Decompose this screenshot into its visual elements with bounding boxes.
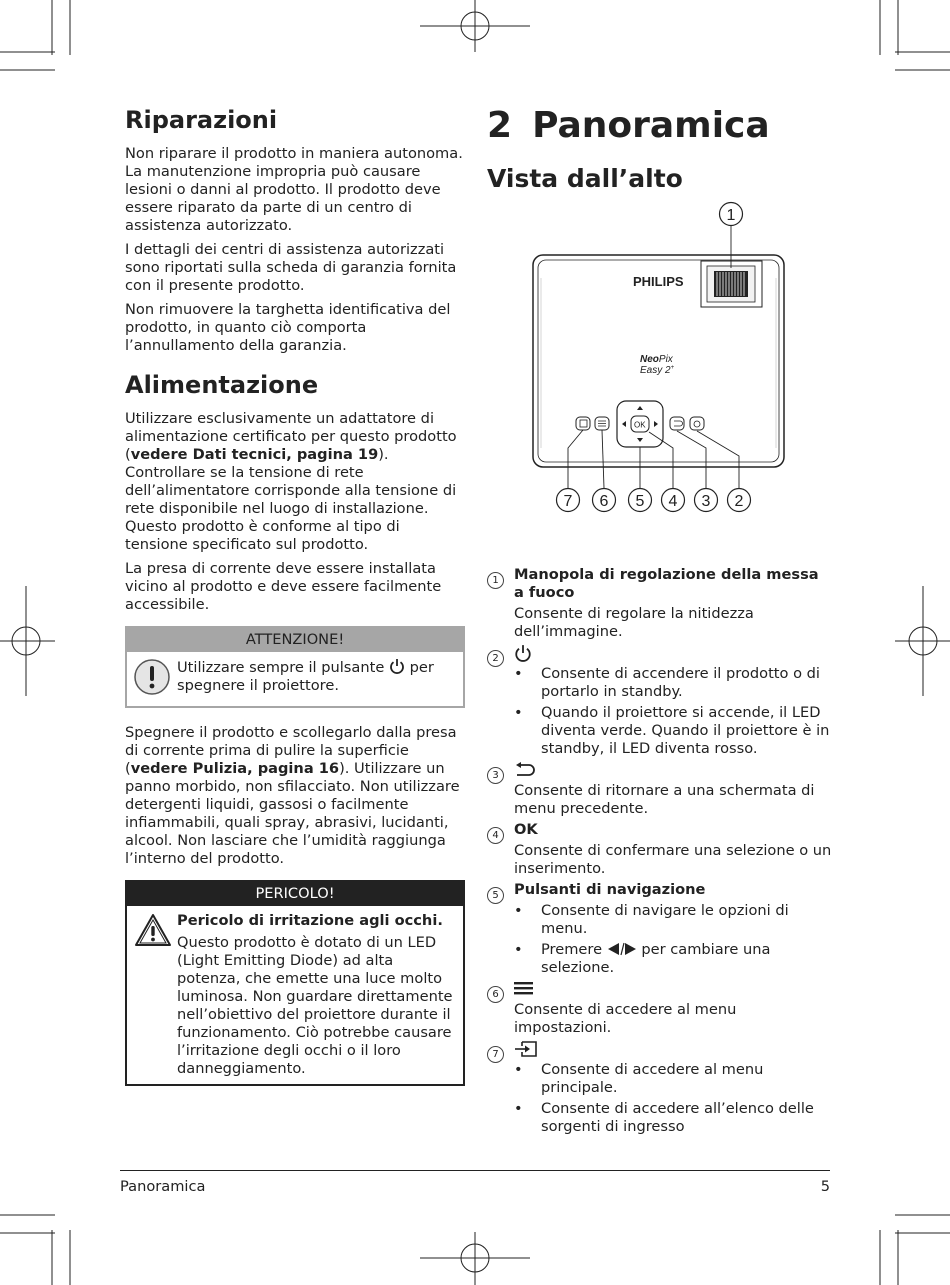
item-description: Consente di accedere al menu impostazioni.	[514, 1001, 737, 1036]
chapter-title: 2 Panoramica	[487, 105, 770, 146]
item-description: Consente di confermare una selezione o un inserimento.	[514, 842, 832, 877]
pulizia-reference: vedere Pulizia, pagina 16	[130, 760, 340, 777]
exclamation-icon	[133, 658, 177, 700]
svg-text:7: 7	[563, 493, 573, 510]
model-name: NeoPix	[640, 354, 673, 365]
page-number: 5	[820, 1178, 830, 1195]
bullet-item: • Consente di accedere all’elenco delle sorgenti di ingresso	[514, 1100, 814, 1135]
svg-text:1: 1	[726, 207, 736, 224]
bullet-item: • Premere per cambiare una selezione.	[514, 941, 771, 976]
control-list	[487, 566, 832, 1139]
list-item	[487, 980, 832, 1040]
philips-logo: PHILIPS	[633, 274, 684, 289]
svg-text:5: 5	[635, 493, 645, 510]
page-footer	[120, 1170, 830, 1195]
danger-title: Pericolo di irritazione agli occhi.	[177, 912, 443, 929]
item-number: 3	[487, 767, 504, 784]
danger-header: PERICOLO!	[127, 882, 463, 906]
power-icon	[389, 659, 405, 676]
item-number: 2	[487, 650, 504, 667]
attention-box	[125, 626, 465, 708]
list-item	[487, 566, 832, 644]
list-item	[487, 1040, 832, 1139]
dati-tecnici-reference: vedere Dati tecnici, pagina 19	[130, 446, 379, 463]
top-view-heading: Vista dall’alto	[487, 164, 683, 193]
alimentazione-paragraph-3: Spegnere il prodotto e scollegarlo dalla presa di corrente prima di pulire la superficie (vedere Pulizia, pagina 16). Utilizzare un panno morbido, non sfilacciato. Non utilizzare detergenti liquidi, gassosi o facilmente infiammabili, quali spray, abrasivi, lucidanti, alcool. Non lasciare che l’umidità raggiunga l’interno del prodotto.	[125, 724, 460, 867]
callout-7	[557, 489, 580, 512]
bullet-item: • Quando il proiettore si accende, il LED diventa verde. Quando il proiettore è in standby, il LED diventa rosso.	[514, 704, 830, 757]
alimentazione-heading: Alimentazione	[125, 371, 319, 399]
source-icon	[514, 1040, 832, 1060]
svg-text:3: 3	[701, 493, 711, 510]
callout-6	[593, 489, 616, 512]
riparazioni-paragraph-1: Non riparare il prodotto in maniera autonoma. La manutenzione impropria può causare lesioni o danni al prodotto. Il prodotto deve essere riparato da parte di un centro di assistenza autorizzato.	[125, 145, 463, 234]
list-item	[487, 761, 832, 821]
item-number: 6	[487, 986, 504, 1003]
danger-text: Questo prodotto è dotato di un LED (Light Emitting Diode) ad alta potenza, che emette una luce molto luminosa. Non guardare direttamente nell’obiettivo del proiettore durante il funzionamento. Ciò potrebbe causare l’irritazione degli occhi o il loro danneggiamento.	[177, 934, 453, 1077]
left-right-arrows-icon	[607, 941, 637, 958]
menu-button	[595, 417, 609, 430]
item-title: Pulsanti di navigazione	[514, 881, 706, 898]
list-item	[487, 821, 832, 881]
focus-knob	[701, 261, 762, 307]
chapter-number: 2	[487, 105, 513, 146]
svg-text:4: 4	[668, 493, 678, 510]
svg-text:Easy 2+: Easy 2+	[640, 365, 675, 376]
riparazioni-heading: Riparazioni	[125, 106, 278, 134]
footer-section: Panoramica	[120, 1178, 206, 1195]
menu-icon	[514, 980, 832, 1000]
ok-button	[631, 416, 649, 432]
power-button	[690, 417, 704, 430]
list-item	[487, 644, 832, 761]
attention-header: ATTENZIONE!	[127, 628, 463, 652]
item-number: 4	[487, 827, 504, 844]
item-number: 1	[487, 572, 504, 589]
danger-box	[125, 880, 465, 1086]
left-column	[125, 104, 465, 1102]
svg-text:OK: OK	[634, 420, 646, 430]
alimentazione-paragraph-2: La presa di corrente deve essere installata vicino al prodotto e deve essere facilmente accessibile.	[125, 560, 442, 613]
alimentazione-paragraph-1: Utilizzare esclusivamente un adattatore di alimentazione certificato per questo prodotto (vedere Dati tecnici, pagina 19). Controllare se la tensione di rete dell’alimentatore corrisponde alla tensione di rete disponibile nel luogo di installazione. Questo prodotto è conforme al tipo di tensione specificato sul prodotto.	[125, 410, 457, 553]
source-button	[576, 417, 590, 430]
bullet-item: • Consente di navigare le opzioni di menu.	[514, 902, 789, 937]
callout-1	[720, 203, 743, 226]
bullet-item: • Consente di accedere al menu principale.	[514, 1061, 764, 1096]
riparazioni-paragraph-2: I dettagli dei centri di assistenza autorizzati sono riportati sulla scheda di garanzia fornita con il presente prodotto.	[125, 241, 457, 294]
svg-text:6: 6	[599, 493, 609, 510]
back-icon	[514, 761, 832, 781]
warning-triangle-icon	[133, 912, 177, 1078]
bullet-item: • Consente di accendere il prodotto o di portarlo in standby.	[514, 665, 820, 700]
callout-2	[728, 489, 751, 512]
callout-3	[695, 489, 718, 512]
item-number: 7	[487, 1046, 504, 1063]
item-title: OK	[514, 821, 538, 838]
back-button	[670, 417, 684, 430]
riparazioni-paragraph-3: Non rimuovere la targhetta identificativa del prodotto, in quanto ciò comporta l’annullamento della garanzia.	[125, 301, 451, 354]
svg-text:2: 2	[734, 493, 744, 510]
callout-4	[662, 489, 685, 512]
callout-5	[629, 489, 652, 512]
item-number: 5	[487, 887, 504, 904]
power-icon	[514, 644, 832, 664]
item-description: Consente di regolare la nitidezza dell’immagine.	[514, 605, 754, 640]
item-title: Manopola di regolazione della messa a fuoco	[514, 566, 819, 601]
projector-top-view-diagram	[487, 198, 832, 518]
attention-text: Utilizzare sempre il pulsante per spegnere il proiettore.	[177, 659, 434, 694]
right-column	[487, 104, 832, 196]
item-description: Consente di ritornare a una schermata di menu precedente.	[514, 782, 815, 817]
list-item	[487, 881, 832, 980]
